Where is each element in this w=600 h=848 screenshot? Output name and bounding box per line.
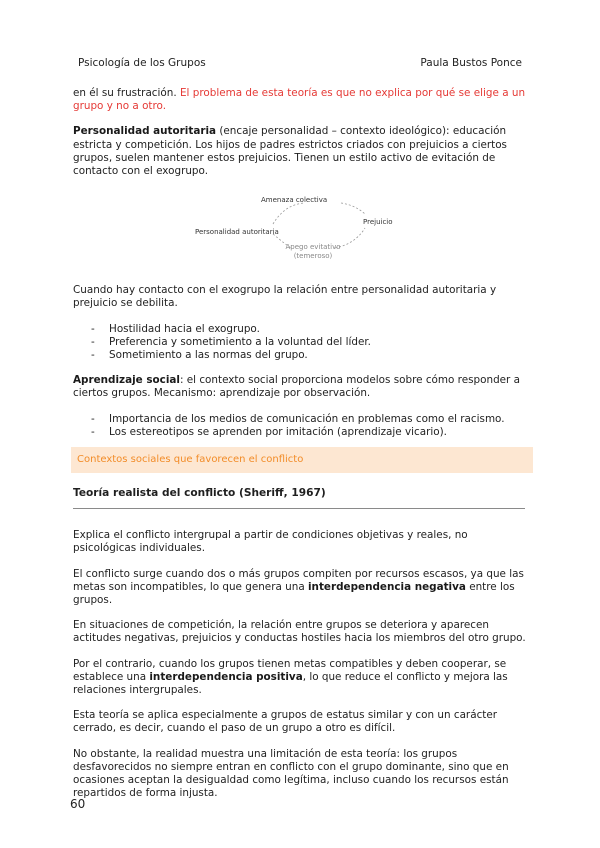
diagram-node-attachment-line1: Apego evitativo	[285, 243, 341, 252]
term-authoritarian: Personalidad autoritaria	[73, 125, 217, 138]
list-authoritarian-traits	[73, 323, 531, 363]
term-positive-interdependence: interdependencia positiva	[149, 670, 303, 683]
paragraph-explains: Explica el conflicto intergrupal a partir de condiciones objetivas y reales, no psicológicas individuales.	[73, 529, 468, 555]
paragraph-competition: En situaciones de competición, la relación entre grupos se deteriora y aparecen actitudes negativas, prejuicios y conductas hostiles hacia los miembros del otro grupo.	[73, 619, 526, 645]
paragraph-frustration	[73, 87, 531, 113]
text-span: entre los grupos.	[73, 580, 515, 607]
highlight-red-text: El problema de esta teoría es que no explica por qué se elige a un grupo y no a otro.	[73, 87, 526, 113]
term-negative-interdependence: interdependencia negativa	[308, 580, 466, 593]
term-social-learning: Aprendizaje social	[73, 374, 180, 387]
list-item: - Hostilidad hacia el exogrupo.	[73, 323, 531, 336]
text-span: (encaje personalidad – contexto ideológico): educación estricta y competición. Los hijos de padres estrictos criados con prejuicios a ciertos grupos, suelen mantener estos prejuicios. Tienen un estilo activo de evitación de contacto con el exogrupo.	[73, 125, 507, 178]
paragraph-social-learning	[73, 374, 531, 400]
text-span: en él su frustración.	[73, 87, 180, 99]
paragraph-limitation: No obstante, la realidad muestra una limitación de esta teoría: los grupos desfavorecidos no siempre entran en conflicto con el grupo dominante, sino que en ocasiones aceptan la desigualdad como legítima, incluso cuando los recursos están repartidos de forma injusta.	[73, 747, 509, 800]
list-item: - Preferencia y sometimiento a la voluntad del líder.	[73, 336, 531, 349]
authoritarian-diagram	[73, 190, 531, 270]
section-heading-bar: Contextos sociales que favorecen el conflicto	[71, 447, 533, 473]
arrow-top-right	[341, 203, 365, 214]
diagram-node-attachment	[283, 243, 343, 261]
list-social-learning	[73, 413, 531, 439]
diagram-node-authoritarian: Personalidad autoritaria	[195, 228, 279, 237]
paragraph-contact: Cuando hay contacto con el exogrupo la relación entre personalidad autoritaria y prejuicio se debilita.	[73, 284, 497, 310]
text-span: Por el contrario, cuando los grupos tienen metas compatibles y deben cooperar, se establece una	[73, 657, 507, 683]
list-item: - Importancia de los medios de comunicación en problemas como el racismo.	[73, 413, 531, 426]
page-body	[73, 87, 531, 813]
paragraph-status: Esta teoría se aplica especialmente a grupos de estatus similar y con un carácter cerrado, es decir, cuando el paso de un grupo a otro es difícil.	[73, 709, 498, 735]
text-span: , lo que reduce el conflicto y mejora las relaciones intergrupales.	[73, 670, 508, 697]
header-title: Psicología de los Grupos	[78, 57, 206, 69]
paragraph-positive-interdependence	[73, 658, 531, 698]
page-number: 60	[70, 797, 86, 811]
text-span: El conflicto surge cuando dos o más grupos compiten por recursos escasos, ya que las metas son incompatibles, lo que genera una	[73, 567, 524, 593]
diagram-node-threat: Amenaza colectiva	[261, 196, 328, 205]
paragraph-authoritarian	[73, 125, 531, 178]
paragraph-negative-interdependence	[73, 568, 531, 608]
list-item: - Los estereotipos se aprenden por imitación (aprendizaje vicario).	[73, 426, 531, 439]
list-item: - Sometimiento a las normas del grupo.	[73, 349, 531, 362]
text-span: : el contexto social proporciona modelos sobre cómo responder a ciertos grupos. Mecanismo: aprendizaje por observación.	[73, 374, 520, 400]
divider-line	[73, 508, 525, 509]
header-author: Paula Bustos Ponce	[420, 57, 522, 69]
subheading-realistic-conflict: Teoría realista del conflicto (Sheriff, 1967)	[73, 487, 326, 500]
diagram-node-prejudice: Prejuicio	[363, 218, 393, 227]
diagram-node-attachment-line2: (temeroso)	[293, 252, 333, 261]
